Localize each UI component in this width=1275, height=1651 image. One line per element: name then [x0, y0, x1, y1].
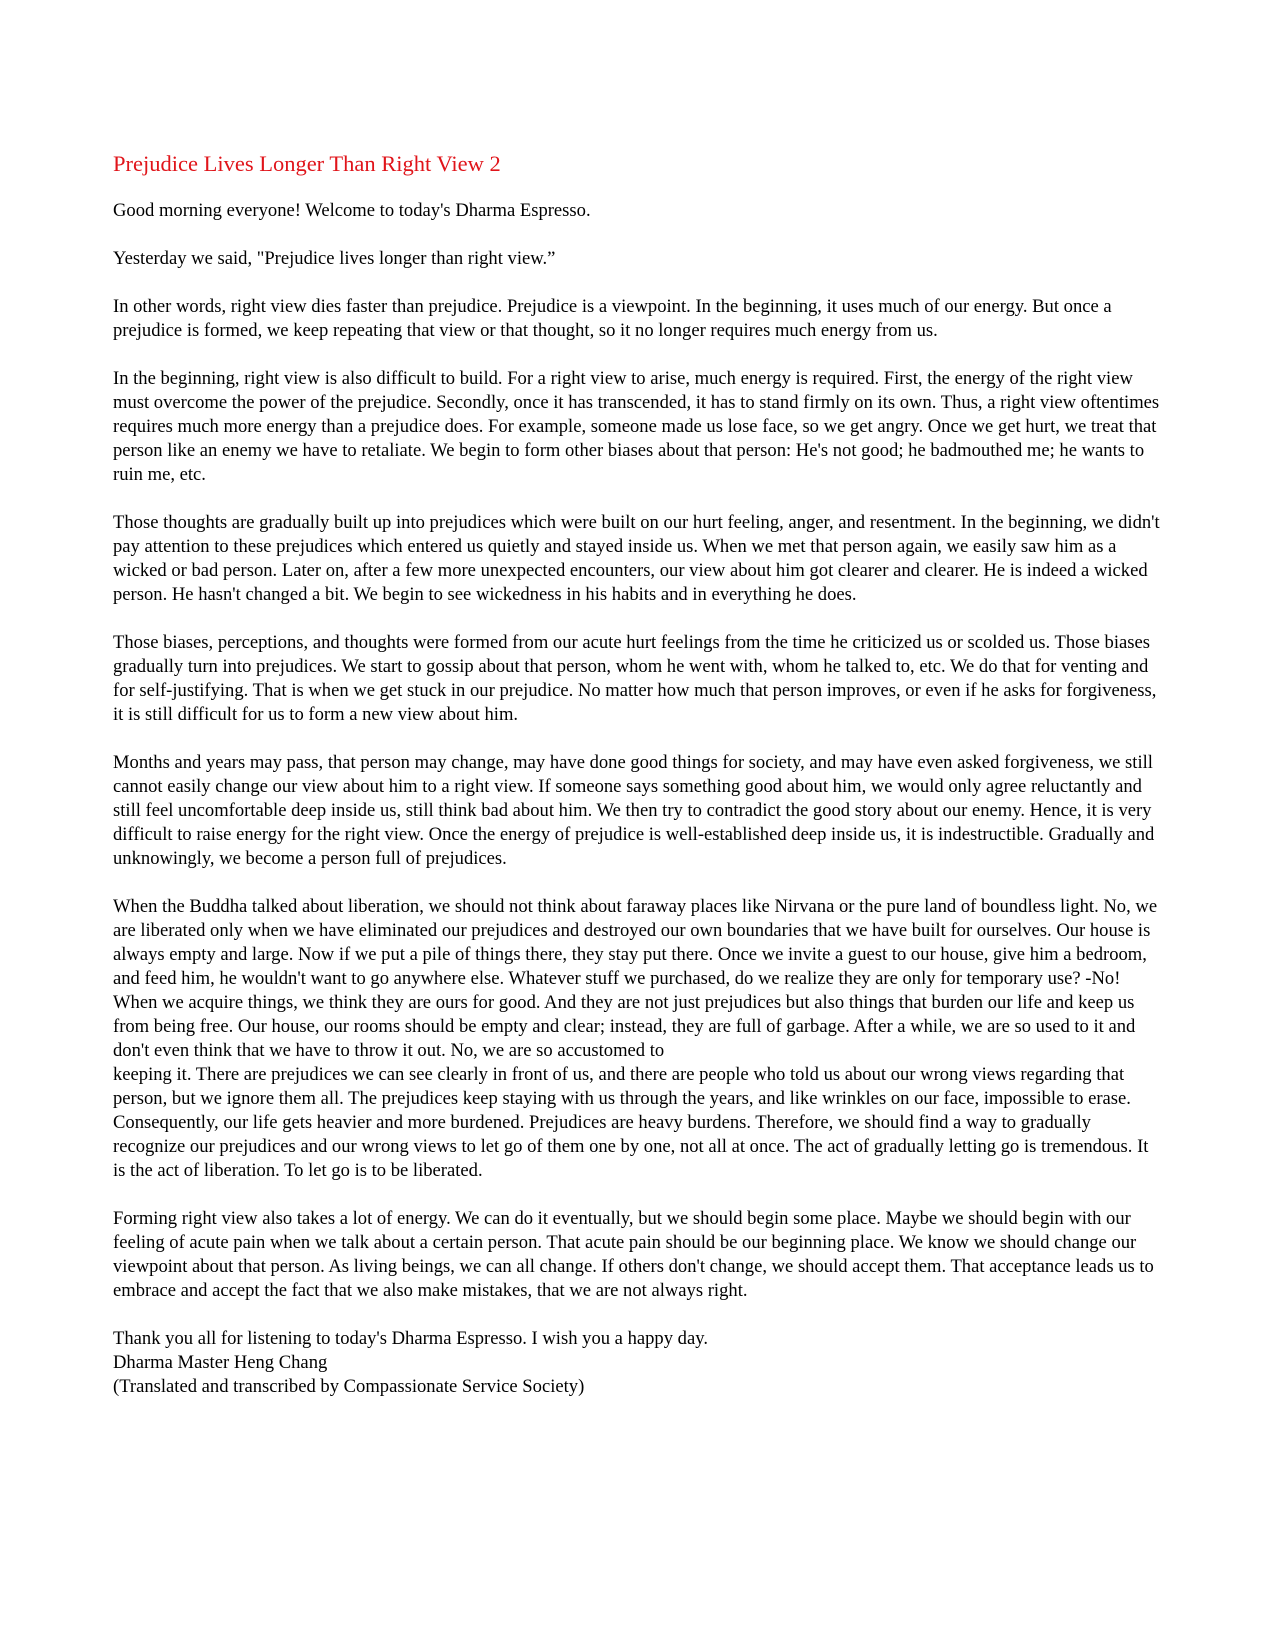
translation-credit: (Translated and transcribed by Compassionate Service Society) [113, 1376, 585, 1397]
paragraph-greeting: Good morning everyone! Welcome to today's Dharma Espresso. [113, 200, 591, 221]
liberation-text-part1: When the Buddha talked about liberation, we should not think about faraway places like Nirvana or the pure land of boundless light. No, we are liberated only when we have eliminated our prejudices and destroyed our own boundaries that we have built for ourselves. Our house is always empty and large. Now if we put a pile of things there, they stay put there. Once we invite a guest to our house, give him a bedroom, and feed him, he wouldn't want to go anywhere else. Whatever stuff we purchased, do we realize they are only for temporary use? -No! When we acquire things, we think they are ours for good. And they are not just prejudices but also things that burden our life and keep us from being free. Our house, our rooms should be empty and clear; instead, they are full of garbage. After a while, we are so used to it and don't even think that we have to throw it out. No, we are so accustomed to [113, 896, 1158, 1061]
paragraph-liberation [113, 895, 1165, 1183]
paragraph-months-years: Months and years may pass, that person may change, may have done good things for society, and may have even asked forgiveness, we still cannot easily change our view about him to a right view. If someone says something good about him, we would only agree reluctantly and still feel uncomfortable deep inside us, still think bad about him. We then try to contradict the good story about our enemy. Hence, it is very difficult to raise energy for the right view. Once the energy of prejudice is well-established deep inside us, it is indestructible. Gradually and unknowingly, we become a person full of prejudices. [113, 752, 1155, 869]
paragraph-thoughts-prejudices: Those thoughts are gradually built up into prejudices which were built on our hurt feeling, anger, and resentment. In the beginning, we didn't pay attention to these prejudices which entered us quietly and stayed inside us. When we met that person again, we easily saw him as a wicked or bad person. Later on, after a few more unexpected encounters, our view about him got clearer and clearer. He is indeed a wicked person. He hasn't changed a bit. We begin to see wickedness in his habits and in everything he does. [113, 512, 1160, 605]
document-page [113, 150, 1165, 1399]
paragraph-forming-right-view: Forming right view also takes a lot of energy. We can do it eventually, but we should begin some place. Maybe we should begin with our feeling of acute pain when we talk about a certain person. That acute pain should be our beginning place. We know we should change our viewpoint about that person. As living beings, we can all change. If others don't change, we should accept them. That acceptance leads us to embrace and accept the fact that we also make mistakes, that we are not always right. [113, 1208, 1154, 1301]
paragraph-yesterday: Yesterday we said, "Prejudice lives longer than right view.” [113, 248, 556, 269]
liberation-text-part2: keeping it. There are prejudices we can see clearly in front of us, and there are people who told us about our wrong views regarding that person, but we ignore them all. The prejudices keep staying with us through the years, and like wrinkles on our face, impossible to erase. Consequently, our life gets heavier and more burdened. Prejudices are heavy burdens. Therefore, we should find a way to gradually recognize our prejudices and our wrong views to let go of them one by one, not all at once. The act of gradually letting go is tremendous. It is the act of liberation. To let go is to be liberated. [113, 1064, 1149, 1181]
signature: Dharma Master Heng Chang [113, 1352, 328, 1373]
closing-line: Thank you all for listening to today's Dharma Espresso. I wish you a happy day. [113, 1328, 708, 1349]
paragraph-biases: Those biases, perceptions, and thoughts were formed from our acute hurt feelings from the time he criticized us or scolded us. Those biases gradually turn into prejudices. We start to gossip about that person, whom he went with, whom he talked to, etc. We do that for venting and for self-justifying. That is when we get stuck in our prejudice. No matter how much that person improves, or even if he asks for forgiveness, it is still difficult for us to form a new view about him. [113, 632, 1157, 725]
paragraph-right-view-dies: In other words, right view dies faster than prejudice. Prejudice is a viewpoint. In the beginning, it uses much of our energy. But once a prejudice is formed, we keep repeating that view or that thought, so it no longer requires much energy from us. [113, 296, 1112, 341]
document-title: Prejudice Lives Longer Than Right View 2 [113, 151, 501, 176]
paragraph-right-view-difficult: In the beginning, right view is also difficult to build. For a right view to arise, much energy is required. First, the energy of the right view must overcome the power of the prejudice. Secondly, once it has transcended, it has to stand firmly on its own. Thus, a right view oftentimes requires much more energy than a prejudice does. For example, someone made us lose face, so we get angry. Once we get hurt, we treat that person like an enemy we have to retaliate. We begin to form other biases about that person: He's not good; he badmouthed me; he wants to ruin me, etc. [113, 368, 1160, 485]
